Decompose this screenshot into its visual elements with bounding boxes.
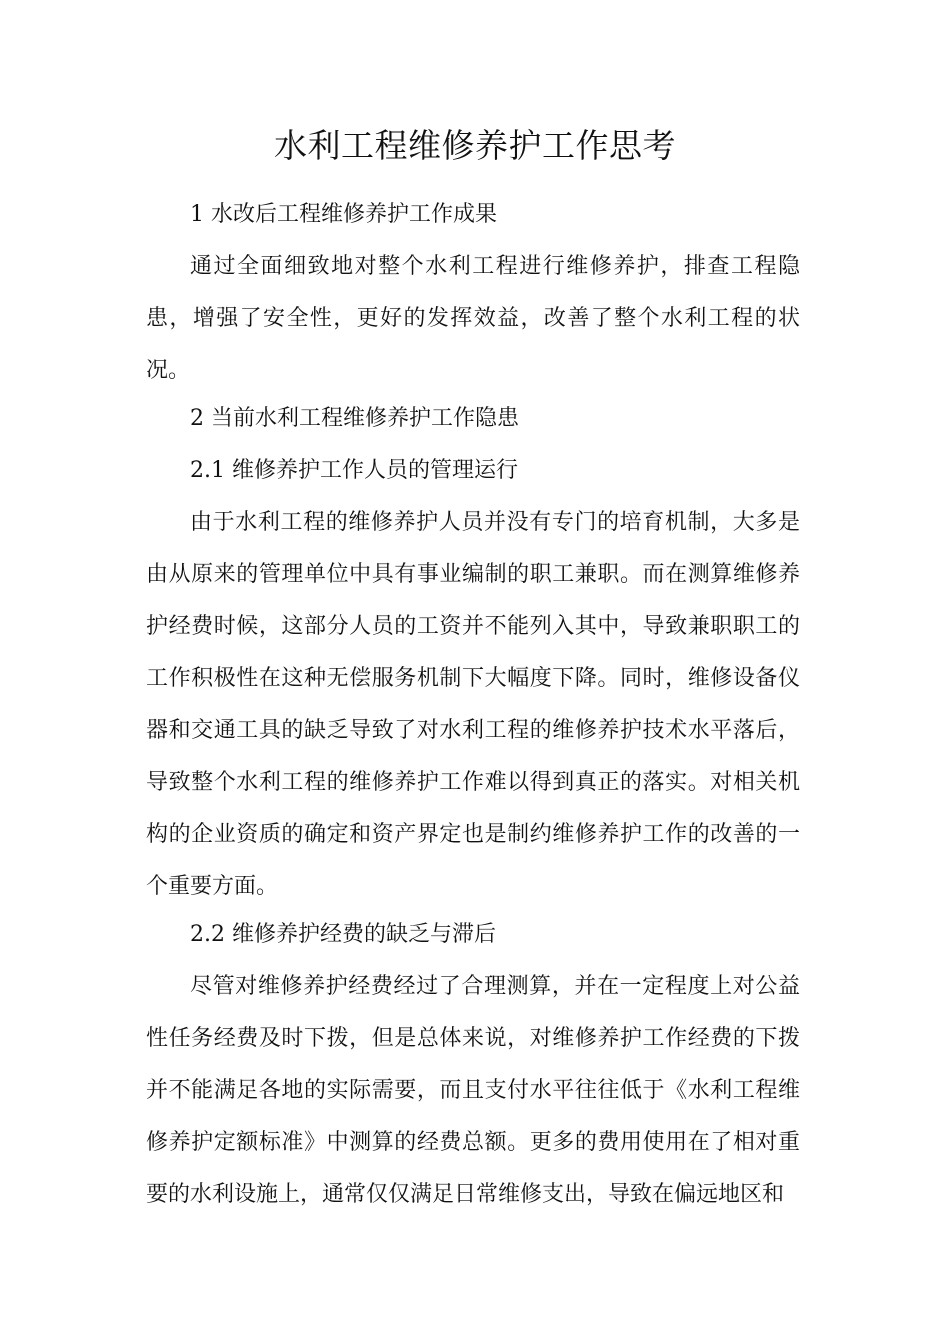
- section-heading-2: 2 当前水利工程维修养护工作隐患: [190, 406, 519, 431]
- section-heading-2-1: 2.1 维修养护工作人员的管理运行: [190, 458, 518, 483]
- section-heading-2-2: 2.2 维修养护经费的缺乏与滞后: [190, 922, 496, 947]
- section-paragraph-2-2: 尽管对维修养护经费经过了合理测算，并在一定程度上对公益性任务经费及时下拨，但是总体来说，对维修养护工作经费的下拨并不能满足各地的实际需要，而且支付水平往往低于《水利工程维修养护定额标准》中测算的经费总额。更多的费用使用在了相对重要的水利设施上，通常仅仅满足日常维修支出，导致在偏远地区和: [146, 974, 800, 1207]
- section-heading-1: 1 水改后工程维修养护工作成果: [190, 202, 497, 227]
- document-title: 水利工程维修养护工作思考: [274, 126, 676, 165]
- section-paragraph-2-1: 由于水利工程的维修养护人员并没有专门的培育机制，大多是由从原来的管理单位中具有事业编制的职工兼职。而在测算维修养护经费时候，这部分人员的工资并不能列入其中，导致兼职职工的工作积极性在这种无偿服务机制下大幅度下降。同时，维修设备仪器和交通工具的缺乏导致了对水利工程的维修养护技术水平落后，导致整个水利工程的维修养护工作难以得到真正的落实。对相关机构的企业资质的确定和资产界定也是制约维修养护工作的改善的一个重要方面。: [146, 510, 800, 899]
- section-paragraph-1: 通过全面细致地对整个水利工程进行维修养护，排查工程隐患，增强了安全性，更好的发挥效益，改善了整个水利工程的状况。: [146, 254, 800, 383]
